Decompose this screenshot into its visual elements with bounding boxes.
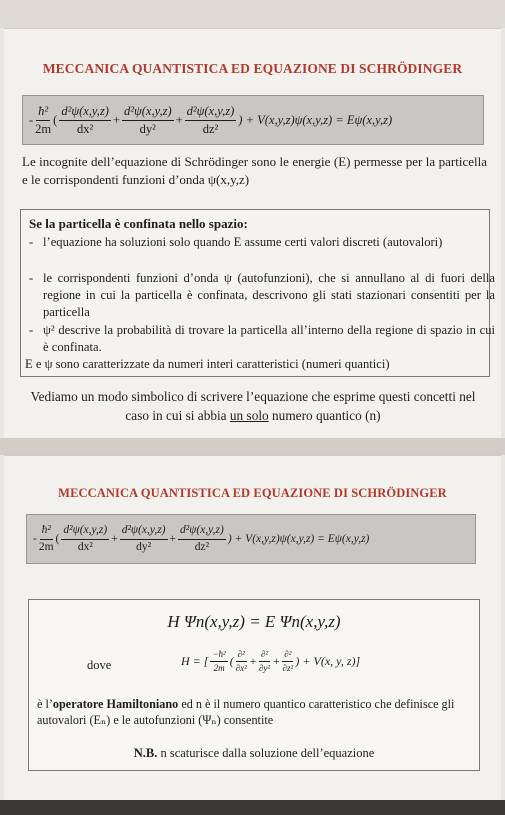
schrodinger-equation-1: - $\frac{\text{ħ²}}{2m}$ ( $\frac{\text{d²ψ(x,y,z)}}{\text{dx²}}$ + $\frac{\text{d²ψ(x,y,z)}}{\text{dy²}}$ + $\frac{\text{d²ψ(x,y,z)}}{\text{dz²}}$ ) + V(x,y,z)ψ(x,y,z) = Eψ(x,y,z) bbox=[22, 95, 484, 145]
box-footer: E e ψ sono caratterizzate da numeri interi caratteristici (numeri quantici) bbox=[25, 357, 390, 371]
hamiltonian-box bbox=[28, 599, 480, 771]
bullet-2: - le corrispondenti funzioni d’onda ψ (autofunzioni), che si annullano al di fuori della regione in cui la particella è confinata, descrivono gli stati stazionari consentiti per la particella bbox=[29, 271, 495, 319]
slide-1 bbox=[4, 28, 501, 438]
schrodinger-equation-2: - $\frac{\text{ħ²}}{2m}$ ( $\frac{\text{d²ψ(x,y,z)}}{\text{dx²}}$ + $\frac{\text{d²ψ(x,y,z)}}{\text{dy²}}$ + $\frac{\text{d²ψ(x,y,z)}}{\text{dz²}}$ ) + V(x,y,z)ψ(x,y,z) = Eψ(x,y,z) bbox=[26, 514, 476, 564]
underlined-text: un solo bbox=[229, 408, 269, 423]
slide-2 bbox=[4, 455, 501, 800]
confined-particle-box bbox=[20, 209, 495, 377]
bullet-1: - l’equazione ha soluzioni solo quando E assume certi valori discreti (autovalori) bbox=[29, 235, 443, 249]
closing-text: Vediamo un modo simbolico di scrivere l’equazione che esprime questi concetti nel caso in cui si abbia un solo numero quantico (n) bbox=[30, 389, 476, 423]
top-strip bbox=[0, 0, 505, 28]
box-heading: Se la particella è confinata nello spazio: bbox=[29, 216, 248, 231]
nb-note: N.B. n scaturisce dalla soluzione dell’equazione bbox=[133, 746, 375, 760]
slide-1-title: MECCANICA QUANTISTICA ED EQUAZIONE DI SCHRÖDINGER bbox=[42, 61, 463, 76]
hamiltonian-equation: H Ψn(x,y,z) = E Ψn(x,y,z) bbox=[167, 612, 341, 631]
bottom-edge bbox=[0, 800, 505, 815]
dove-label: dove bbox=[87, 658, 112, 672]
slide-separator bbox=[0, 438, 505, 455]
slide-2-title: MECCANICA QUANTISTICA ED EQUAZIONE DI SCHRÖDINGER bbox=[58, 486, 447, 500]
term-z: $\frac{\text{d²ψ(x,y,z)}}{\text{dz²}}$ bbox=[186, 104, 235, 136]
coef-fraction: $\frac{\text{ħ²}}{2m}$ bbox=[35, 104, 52, 136]
hamiltonian-note: è l’operatore Hamiltoniano ed n è il numero quantico caratteristico che definisce gli autovalori (Eₙ) e le autofunzioni (Ψₙ) consentite bbox=[37, 697, 455, 727]
term-y: $\frac{\text{d²ψ(x,y,z)}}{\text{dy²}}$ bbox=[124, 104, 172, 136]
hamiltonian-definition: H = [ $\frac{\text{−ħ²}}{2m}$ ( $\frac{\text{∂²}}{\text{∂x²}}$ + $\frac{\text{∂²}}{\text{∂y²}}$ + $\frac{\text{∂²}}{\text{∂z²}}$ ) + V(x, y, z)] bbox=[181, 649, 361, 673]
intro-paragraph: Le incognite dell’equazione di Schrödinger sono le energie (E) permesse per la particella e le corrispondenti funzioni d’onda ψ(x,y,z) bbox=[22, 154, 487, 187]
bullet-3: - ψ² descrive la probabilità di trovare la particella all’interno della regione di spazio in cui è confinata. bbox=[29, 323, 495, 354]
term-x: $\frac{\text{d²ψ(x,y,z)}}{\text{dx²}}$ bbox=[61, 104, 109, 136]
